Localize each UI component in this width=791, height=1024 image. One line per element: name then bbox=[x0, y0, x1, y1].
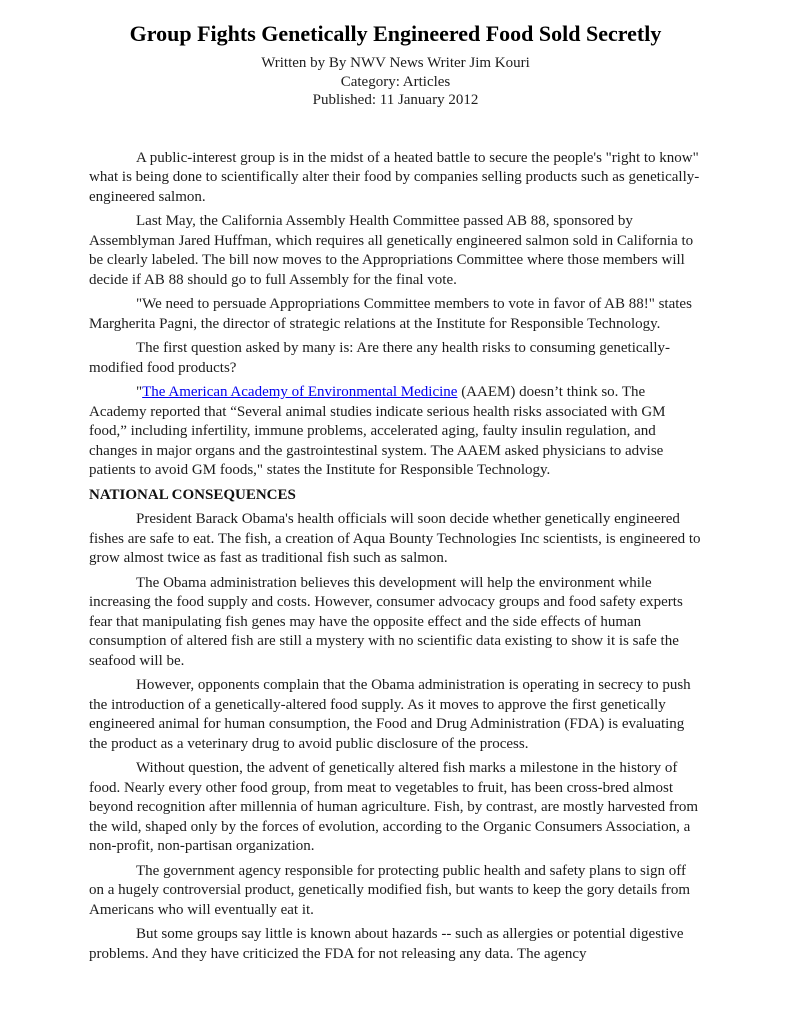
paragraph: President Barack Obama's health officials will soon decide whether genetically engineered fishes are safe to eat. The fish, a creation of Aqua Bounty Technologies Inc scientists, is engineered to grow almost twice as fast as traditional fish such as salmon. bbox=[89, 511, 701, 566]
article-body bbox=[89, 149, 702, 965]
paragraph-with-link bbox=[89, 383, 702, 481]
paragraph: The first question asked by many is: Are there any health risks to consuming genetically-modified food products? bbox=[89, 340, 671, 376]
article-category: Category: Articles bbox=[340, 73, 451, 90]
paragraph: But some groups say little is known about hazards -- such as allergies or potential digestive problems. And they have criticized the FDA for not releasing any data. The agency bbox=[89, 926, 684, 962]
paragraph: Last May, the California Assembly Health Committee passed AB 88, sponsored by Assemblyman Jared Huffman, which requires all genetically engineered salmon sold in California to be clearly labeled. The bill now moves to the Appropriations Committee where those members will decide if AB 88 should go to full Assembly for the final vote. bbox=[89, 213, 694, 288]
article-published: Published: 11 January 2012 bbox=[312, 92, 479, 108]
article-meta bbox=[89, 54, 702, 110]
paragraph-text: (AAEM) doesn’t think so. The Academy reported that “Several animal studies indicate serious health risks associated with GM food,” including infertility, immune problems, accelerated aging, faulty insulin regulation, and changes in major organs and the gastrointestinal system. The AAEM asked physicians to advise patients to avoid GM foods," states the Institute for Responsible Technology. bbox=[89, 384, 666, 478]
paragraph: However, opponents complain that the Obama administration is operating in secrecy to push the introduction of a genetically-altered food supply. As it moves to approve the first genetically engineered animal for human consumption, the Food and Drug Administration (FDA) is evaluating the product as a veterinary drug to avoid public disclosure of the process. bbox=[89, 677, 691, 752]
aaem-link[interactable]: The American Academy of Environmental Medicine bbox=[142, 384, 458, 400]
paragraph: "We need to persuade Appropriations Committee members to vote in favor of AB 88!" states Margherita Pagni, the director of strategic relations at the Institute for Responsible Technology. bbox=[89, 296, 692, 332]
paragraph: The government agency responsible for protecting public health and safety plans to sign off on a hugely controversial product, genetically modified fish, but wants to keep the gory details from Americans who will eventually eat it. bbox=[89, 862, 691, 918]
article-byline: Written by By NWV News Writer Jim Kouri bbox=[261, 55, 530, 71]
paragraph-text: " bbox=[136, 384, 143, 400]
paragraph: A public-interest group is in the midst of a heated battle to secure the people's "right to know" what is being done to scientifically alter their food by companies selling products such as genetically-engineered salmon. bbox=[89, 149, 700, 205]
article-title: Group Fights Genetically Engineered Food Sold Secretly bbox=[129, 21, 662, 46]
paragraph: The Obama administration believes this development will help the environment while increasing the food supply and costs. However, consumer advocacy groups and food safety experts fear that manipulating fish genes may have the opposite effect and the side effects of human consumption of altered fish are still a mystery with no scientific data existing to show it is safe the seafood will be. bbox=[89, 574, 683, 669]
paragraph: Without question, the advent of genetically altered fish marks a milestone in the history of food. Nearly every other food group, from meat to vegetables to fruit, has been cross-bred almost beyond recognition after millennia of human agriculture. Fish, by contrast, are mostly harvested from the wild, shaped only by the forces of evolution, according to the Organic Consumers Association, a non-profit, non-partisan organization. bbox=[89, 760, 698, 854]
section-heading: NATIONAL CONSEQUENCES bbox=[89, 486, 296, 503]
